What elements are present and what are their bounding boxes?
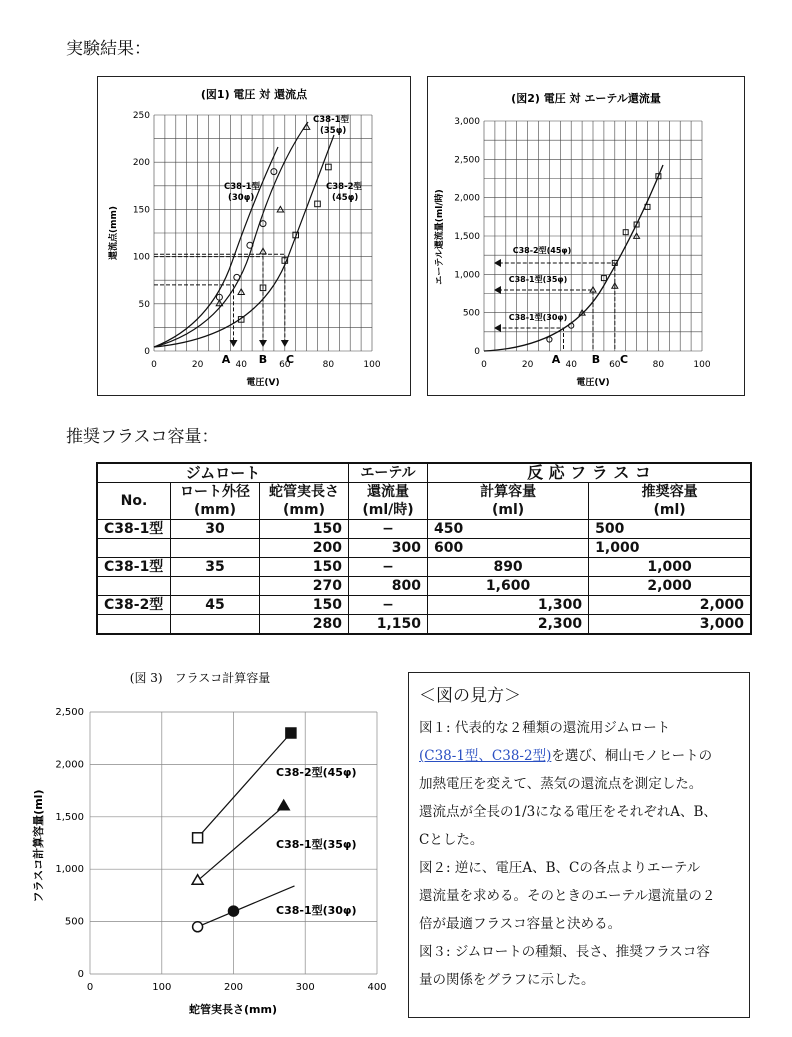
header-ether-flow: 還流量 <box>349 483 428 502</box>
cell-ether: − <box>349 596 428 615</box>
fig2-marker-a: A <box>551 353 561 366</box>
fig3-title: (図 3) フラスコ計算容量 <box>129 671 271 685</box>
cell-calc: 450 <box>428 520 589 539</box>
figure-2-svg <box>428 77 744 395</box>
howto-line <box>419 714 739 742</box>
howto-title: ＜図の見方＞ <box>419 686 521 706</box>
fig2-ytick: 2,000 <box>454 193 480 204</box>
fig3-point-45-150 <box>193 833 203 843</box>
howto-line: 加熱電圧を変えて、蒸気の還流点を測定した。 <box>419 776 703 792</box>
fig2-label-30: C38-1型(30φ) <box>508 313 568 322</box>
fig2-guide-a <box>500 328 564 349</box>
cell-len: 150 <box>260 558 349 577</box>
header-jim: ジムロート <box>97 463 349 483</box>
cell-no: C38-2型 <box>97 596 171 615</box>
cell-calc: 1,600 <box>428 577 589 596</box>
fig3-ytick: 1,000 <box>55 864 84 876</box>
cell-no <box>97 539 171 558</box>
fig1-arrow-a <box>230 340 238 347</box>
cell-rec: 2,000 <box>589 577 751 596</box>
fig2-ytick: 1,500 <box>454 232 480 242</box>
cell-od <box>171 577 260 596</box>
fig1-ytick: 200 <box>132 158 150 169</box>
fig3-point-35-270 <box>278 800 289 810</box>
cell-no: C38-1型 <box>97 558 171 577</box>
fig2-yticks <box>454 117 480 357</box>
fig3-ytick: 2,500 <box>55 707 84 718</box>
fig2-label-45: C38-2型(45φ) <box>512 246 572 255</box>
fig3-point-30-200 <box>229 906 239 916</box>
table-row <box>97 520 751 539</box>
fig1-ytick: 0 <box>144 347 150 357</box>
howto-line: 倍が最適フラスコ容量と決める。 <box>419 916 622 932</box>
header-calc: 計算容量 <box>428 483 589 502</box>
cell-calc: 1,300 <box>428 596 589 615</box>
cell-ether: 800 <box>349 577 428 596</box>
header-calc-unit: (ml) <box>428 501 589 520</box>
howto-line: 量の関係をグラフに示した。 <box>419 972 595 988</box>
table-row <box>97 539 751 558</box>
fig3-xtick: 0 <box>86 982 94 993</box>
cell-len: 280 <box>260 615 349 635</box>
cell-rec: 3,000 <box>589 615 751 635</box>
fig2-xtick: 60 <box>609 360 621 370</box>
fig1-label-45: C38-2型 <box>326 182 363 192</box>
fig1-label-30b: (30φ) <box>228 193 255 203</box>
fig3-xtick: 300 <box>295 982 315 993</box>
header-ether-unit: (ml/時) <box>349 501 428 520</box>
fig2-ytick: 500 <box>462 308 480 319</box>
header-od-unit: (mm) <box>171 501 260 520</box>
fig2-ytick: 3,000 <box>454 117 480 127</box>
table-row <box>97 615 751 635</box>
cell-len: 150 <box>260 520 349 539</box>
fig3-point-35-150 <box>192 875 203 885</box>
fig3-label-30: C38-1型(30φ) <box>276 904 357 917</box>
cell-rec: 2,000 <box>589 596 751 615</box>
figure-1-svg <box>98 77 410 395</box>
fig3-ytick: 500 <box>64 916 84 928</box>
fig1-xtick: 40 <box>235 360 247 370</box>
fig1-label-45b: (45φ) <box>332 193 359 203</box>
table-row <box>97 577 751 596</box>
fig1-xtick: 100 <box>363 360 381 370</box>
fig1-curve-45 <box>154 135 334 347</box>
figure-3-svg <box>30 668 402 1028</box>
howto-line: 還流量を求める。そのときのエーテル還流量の２ <box>419 888 716 904</box>
fig2-marker-b: B <box>591 353 601 366</box>
fig2-xtick: 80 <box>652 360 665 370</box>
howto-line: 図３: ジムロートの種類、長さ、推奨フラスコ容 <box>419 944 710 960</box>
fig3-line-45 <box>198 733 291 838</box>
fig3-xtick: 400 <box>367 982 387 993</box>
cell-no <box>97 615 171 635</box>
header-od: ロート外径 <box>171 483 260 502</box>
cell-od <box>171 539 260 558</box>
fig3-ytick: 1,500 <box>55 811 84 823</box>
fig1-arrows <box>230 340 289 347</box>
fig3-xticks <box>87 982 387 993</box>
cell-calc: 600 <box>428 539 589 558</box>
fig2-label-35: C38-1型(35φ) <box>508 275 568 284</box>
fig3-label-35: C38-1型(35φ) <box>276 838 357 851</box>
cell-calc: 890 <box>428 558 589 577</box>
header-len: 蛇管実長さ <box>260 483 349 502</box>
cell-no: C38-1型 <box>97 520 171 539</box>
fig2-xtick: 100 <box>693 360 711 370</box>
howto-line: 還流点が全長の1/3になる電圧をそれぞれA、B、 <box>419 804 717 820</box>
fig1-xtick: 60 <box>279 360 291 370</box>
header-rec: 推奨容量 <box>589 483 751 502</box>
header-flask: 反 応 フ ラ ス コ <box>428 463 752 483</box>
fig1-ytick: 150 <box>132 205 150 216</box>
fig2-curve <box>484 165 663 351</box>
howto-line: Cとした。 <box>419 832 484 848</box>
fig1-curve-30 <box>154 147 278 347</box>
cell-od <box>171 615 260 635</box>
header-len-unit: (mm) <box>260 501 349 520</box>
model-link[interactable]: (C38-1型、C38-2型) <box>419 748 552 764</box>
figure-1 <box>97 76 411 396</box>
fig1-point-30 <box>234 274 240 280</box>
results-heading: 実験結果： <box>66 39 151 59</box>
table-row <box>97 558 751 577</box>
fig1-ylabel: 還流点(mm) <box>109 206 119 260</box>
fig2-xtick: 0 <box>481 360 487 370</box>
cell-ether: − <box>349 520 428 539</box>
fig1-marker-b: B <box>258 353 268 366</box>
fig2-title: (図2) 電圧 対 エーテル還流量 <box>511 92 661 105</box>
fig3-point-30-150 <box>193 922 203 932</box>
fig3-ylabel: フラスコ計算容量(ml) <box>32 789 45 903</box>
cell-no <box>97 577 171 596</box>
howto-line <box>419 742 739 770</box>
cell-rec: 1,000 <box>589 539 751 558</box>
table-row <box>97 596 751 615</box>
cell-ether: 1,150 <box>349 615 428 635</box>
cell-len: 270 <box>260 577 349 596</box>
fig3-label-45: C38-2型(45φ) <box>276 766 357 779</box>
fig1-label-35b: (35φ) <box>320 126 347 136</box>
fig2-ylabel: エーテル還流量(ml/時) <box>435 189 445 285</box>
cell-len: 150 <box>260 596 349 615</box>
cell-calc: 2,300 <box>428 615 589 635</box>
cell-ether: 300 <box>349 539 428 558</box>
cell-rec: 1,000 <box>589 558 751 577</box>
fig2-ytick: 2,500 <box>454 155 480 166</box>
howto-line: 図２: 逆に、電圧A、B、Cの各点よりエーテル <box>419 860 701 876</box>
fig1-arrow-b <box>259 340 267 347</box>
fig3-xlabel: 蛇管実長さ(mm) <box>189 1003 277 1016</box>
fig2-ytick: 0 <box>474 347 480 357</box>
cell-rec: 500 <box>589 520 751 539</box>
cell-od: 35 <box>171 558 260 577</box>
fig1-yticks <box>133 111 150 357</box>
fig3-ytick: 0 <box>77 969 84 980</box>
fig2-ytick: 1,000 <box>454 270 480 281</box>
cell-len: 200 <box>260 539 349 558</box>
fig3-ytick: 2,000 <box>55 759 84 771</box>
cell-od: 30 <box>171 520 260 539</box>
fig3-xtick: 100 <box>152 982 172 993</box>
fig1-xtick: 0 <box>151 360 157 370</box>
fig2-marker-c: C <box>619 353 629 366</box>
cell-ether: − <box>349 558 428 577</box>
fig3-xtick: 200 <box>223 982 244 993</box>
cell-od: 45 <box>171 596 260 615</box>
header-ether: エーテル <box>349 463 428 483</box>
fig1-ytick: 250 <box>132 111 150 121</box>
fig1-label-35: C38-1型 <box>313 115 350 125</box>
fig3-yticks <box>55 707 84 980</box>
fig3-point-45-280 <box>286 728 296 738</box>
fig1-title: (図1) 電圧 対 還流点 <box>200 88 308 101</box>
header-rec-unit: (ml) <box>589 501 751 520</box>
fig1-ytick: 100 <box>132 252 150 263</box>
results-table <box>96 462 752 635</box>
flask-heading: 推奨フラスコ容量： <box>66 427 219 447</box>
fig2-xtick: 20 <box>521 360 534 370</box>
fig1-arrow-c <box>281 340 289 347</box>
fig2-xtick: 40 <box>565 360 577 370</box>
fig2-xlabel: 電圧(V) <box>576 378 610 388</box>
fig1-marker-c: C <box>285 353 295 366</box>
figure-2 <box>427 76 745 396</box>
fig1-label-30: C38-1型 <box>224 182 261 192</box>
figure-3 <box>30 668 402 1028</box>
fig1-xlabel: 電圧(V) <box>246 378 280 388</box>
fig1-ytick: 50 <box>138 299 150 310</box>
header-no: No. <box>97 483 171 520</box>
howto-text: 図１: 代表的な２種類の還流用ジムロート <box>419 720 671 736</box>
howto-text: を選び、桐山モノヒートの <box>551 748 713 764</box>
fig1-xtick: 20 <box>191 360 204 370</box>
fig1-marker-a: A <box>221 353 231 366</box>
fig1-guide-a <box>154 285 234 341</box>
fig1-xtick: 80 <box>322 360 335 370</box>
how-to-read-box <box>408 672 750 1018</box>
